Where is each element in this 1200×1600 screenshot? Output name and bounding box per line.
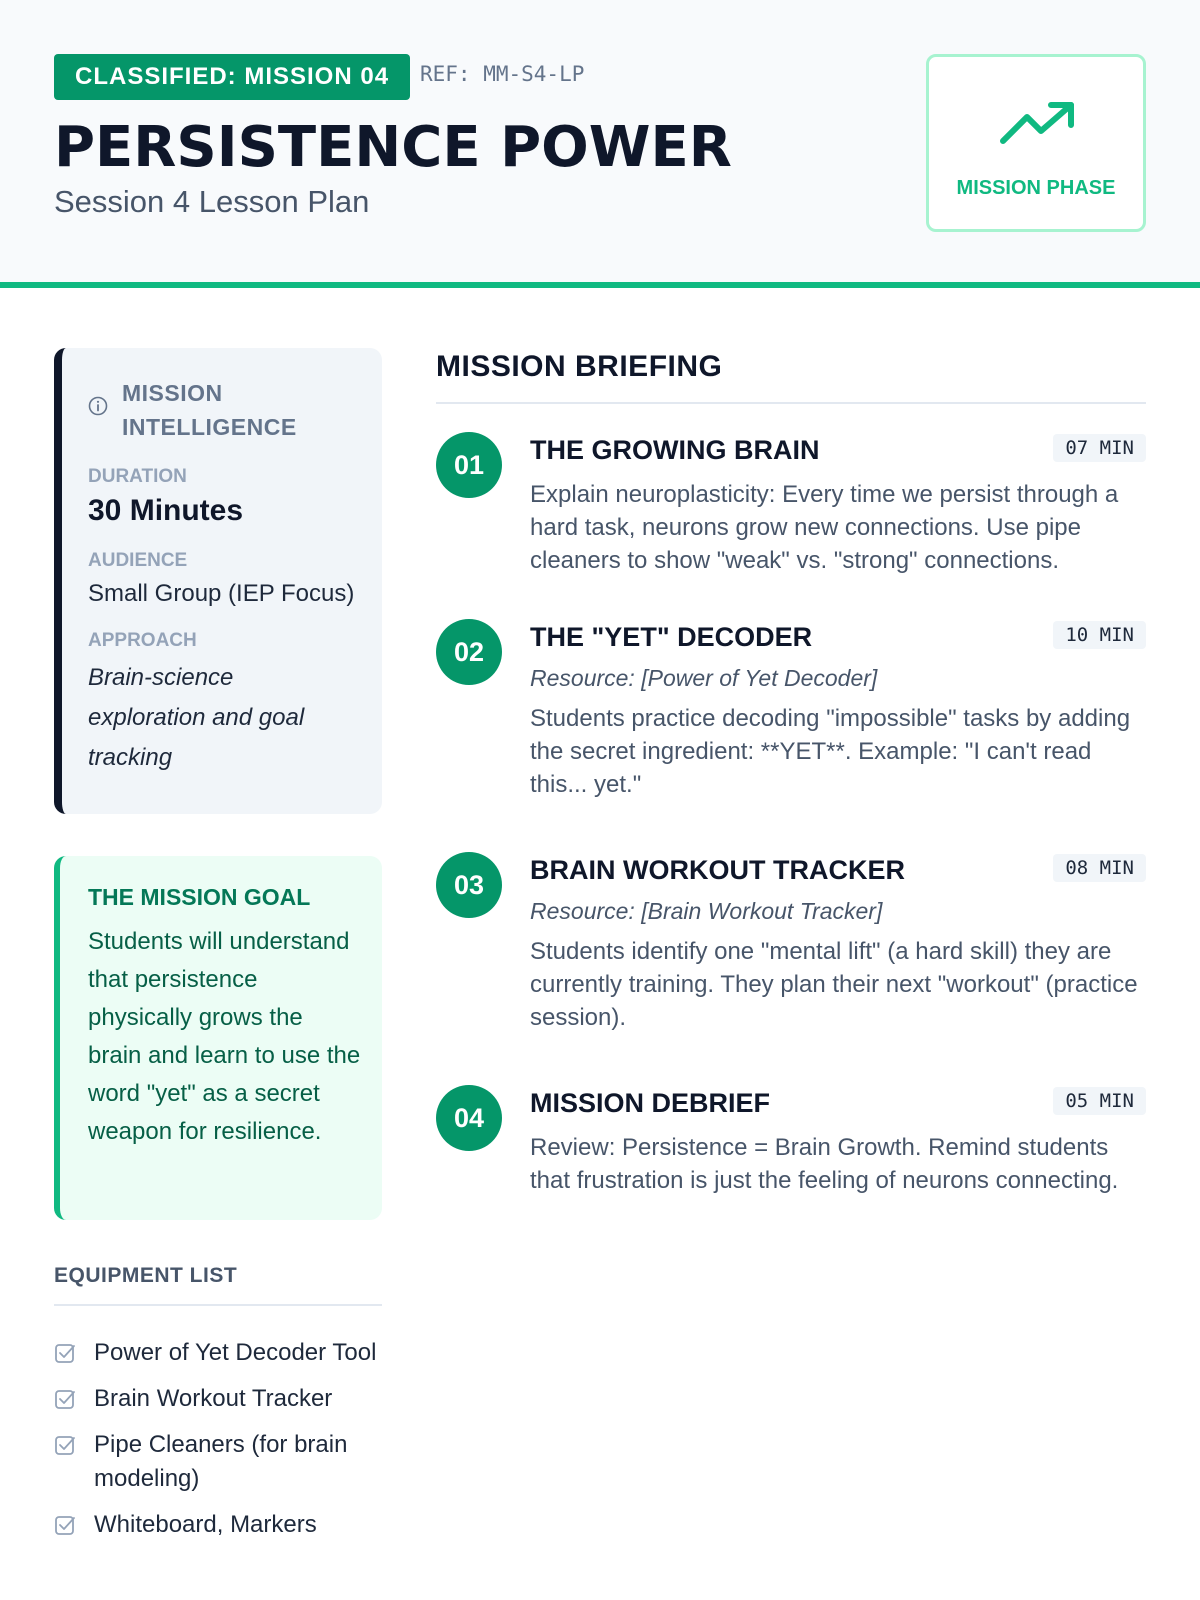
approach-value: Brain-science exploration and goal tracking: [88, 664, 305, 771]
mission-phase-card: [926, 54, 1146, 232]
step-header: [530, 619, 1146, 655]
step-number: 02: [436, 619, 502, 685]
step-number: 04: [436, 1085, 502, 1151]
step-resource: Resource: [Power of Yet Decoder]: [530, 665, 878, 691]
page-header: [0, 0, 1200, 288]
intel-header: [88, 376, 382, 444]
step-description: Explain neuroplasticity: Every time we persist through a hard task, neurons grow new connections. Use pipe cleaners to show "weak" vs. "strong" connections.: [530, 481, 1119, 574]
step-title: THE GROWING BRAIN: [530, 435, 820, 465]
goal-text: Students will understand that persistence physically grows the brain and learn to use the word "yet" as a secret weapon for resilience.: [88, 928, 361, 1145]
step-number: 03: [436, 852, 502, 918]
step-duration: 08 MIN: [1053, 854, 1146, 882]
info-icon: [88, 396, 108, 416]
step-number: 01: [436, 432, 502, 498]
checkbox-checked-icon: [54, 1434, 76, 1456]
audience-value: Small Group (IEP Focus): [88, 580, 355, 607]
equipment-title: EQUIPMENT LIST: [54, 1264, 382, 1306]
equipment-item: [54, 1336, 382, 1370]
page-subtitle: Session 4 Lesson Plan: [54, 184, 370, 219]
step-duration: 10 MIN: [1053, 621, 1146, 649]
equipment-item-label: Pipe Cleaners (for brain modeling): [94, 1431, 348, 1492]
briefing-title: MISSION BRIEFING: [436, 350, 1146, 404]
audience-label: AUDIENCE: [88, 550, 188, 571]
step-header: [530, 1085, 1146, 1121]
equipment-item-label: Power of Yet Decoder Tool: [94, 1339, 377, 1366]
equipment-item: [54, 1382, 382, 1416]
goal-title: THE MISSION GOAL: [88, 884, 311, 910]
mission-goal-card: [54, 856, 382, 1220]
equipment-item: [54, 1508, 382, 1542]
step-duration: 07 MIN: [1053, 434, 1146, 462]
step-body: [530, 852, 1146, 1034]
step-body: [530, 1085, 1146, 1197]
trending-up-icon: [999, 99, 1077, 147]
step-body: [530, 619, 1146, 801]
reference-code: REF: MM-S4-LP: [420, 62, 585, 86]
step-resource: Resource: [Brain Workout Tracker]: [530, 898, 883, 924]
step-header: [530, 852, 1146, 888]
step-header: [530, 432, 1146, 468]
step-description: Review: Persistence = Brain Growth. Remind students that frustration is just the feeling of neurons connecting.: [530, 1134, 1119, 1194]
step-duration: 05 MIN: [1053, 1087, 1146, 1115]
checkbox-checked-icon: [54, 1342, 76, 1364]
step-title: BRAIN WORKOUT TRACKER: [530, 855, 905, 885]
checkbox-checked-icon: [54, 1514, 76, 1536]
page-title: PERSISTENCE POWER: [54, 115, 732, 180]
step-title: THE "YET" DECODER: [530, 622, 813, 652]
checkbox-checked-icon: [54, 1388, 76, 1410]
equipment-item-label: Brain Workout Tracker: [94, 1385, 333, 1412]
mission-intelligence-card: [54, 348, 382, 814]
step-title: MISSION DEBRIEF: [530, 1088, 771, 1118]
approach-label: APPROACH: [88, 630, 197, 651]
step-body: [530, 432, 1146, 577]
equipment-item-label: Whiteboard, Markers: [94, 1511, 317, 1538]
step-description: Students identify one "mental lift" (a hard skill) they are currently training. They plan their next "workout" (practice session).: [530, 938, 1138, 1031]
step-description: Students practice decoding "impossible" tasks by adding the secret ingredient: **YET**. Example: "I can't read this... yet.": [530, 705, 1131, 798]
duration-value: 30 Minutes: [88, 494, 244, 527]
intel-title: MISSION INTELLIGENCE: [122, 380, 297, 440]
duration-label: DURATION: [88, 466, 187, 487]
equipment-item: [54, 1428, 382, 1496]
mission-badge: CLASSIFIED: MISSION 04: [54, 54, 410, 100]
mission-phase-label: MISSION PHASE: [956, 177, 1116, 199]
equipment-list: [54, 1336, 382, 1554]
